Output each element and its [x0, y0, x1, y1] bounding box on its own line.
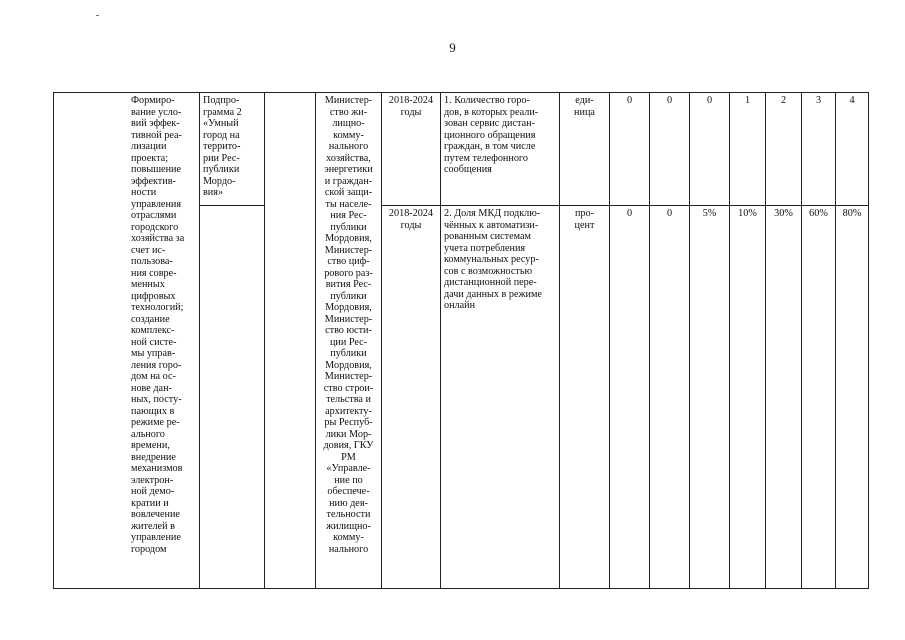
value-cell: 60% — [802, 206, 836, 589]
empty-cell — [265, 93, 316, 589]
value-cell: 1 — [730, 93, 766, 206]
value-cell: 0 — [610, 206, 650, 589]
program-table — [53, 92, 869, 589]
empty-cell — [200, 206, 265, 589]
table-row — [54, 93, 869, 206]
value-cell: 80% — [836, 206, 869, 589]
indicator-cell: 2. Доля МКД подклю- чённых к автоматизи- рованным системам учета потребления коммунальных ресур- сов с возможностью дистанционной пере- дачи данных в режиме онлайн — [441, 206, 560, 589]
value-cell: 0 — [650, 93, 690, 206]
value-cell: 5% — [690, 206, 730, 589]
goal-cell: Формиро- вание усло- вий эффек- тивной реа- лизации проекта; повышение эффектив- ности управления отраслями городского хозяйства за счет ис- пользова- ния совре- менных цифровых технологий; создание комплекс- ной систе- мы управ- ления горо- дом на ос- нове дан- ных, посту- пающих в режиме ре- ального времени, внедрение механизмов электрон- ной демо- кратии и вовлечение жителей в управление городом — [54, 93, 200, 589]
unit-cell: еди- ница — [560, 93, 610, 206]
value-cell: 0 — [690, 93, 730, 206]
subprogram-cell: Подпро- грамма 2 «Умный город на террито- рии Рес- публики Мордо- вия» — [200, 93, 265, 206]
period-cell: 2018-2024 годы — [382, 93, 441, 206]
value-cell: 0 — [650, 206, 690, 589]
indicator-cell: 1. Количество горо- дов, в которых реали- зован сервис дистан- ционного обращения граждан, в том числе путем телефонного сообщения — [441, 93, 560, 206]
value-cell: 30% — [766, 206, 802, 589]
value-cell: 3 — [802, 93, 836, 206]
value-cell: 0 — [610, 93, 650, 206]
page-number: 9 — [449, 40, 456, 55]
value-cell: 10% — [730, 206, 766, 589]
executor-cell: Министер- ство жи- лищно- комму- нального хозяйства, энергетики и граждан- ской защи- ты населе- ния Рес- публики Мордовия, Министер- ство циф- рового раз- вития Рес- публики Мордовия, Министер- ство юсти- ции Рес- публики Мордовия, Министер- ство строи- тельства и архитекту- ры Респуб- лики Мор- довия, ГКУ РМ «Управле- ние по обеспече- нию дея- тельности жилищно- комму- нального — [316, 93, 382, 589]
scan-mark — [96, 15, 99, 16]
period-cell: 2018-2024 годы — [382, 206, 441, 589]
unit-cell: про- цент — [560, 206, 610, 589]
value-cell: 4 — [836, 93, 869, 206]
value-cell: 2 — [766, 93, 802, 206]
